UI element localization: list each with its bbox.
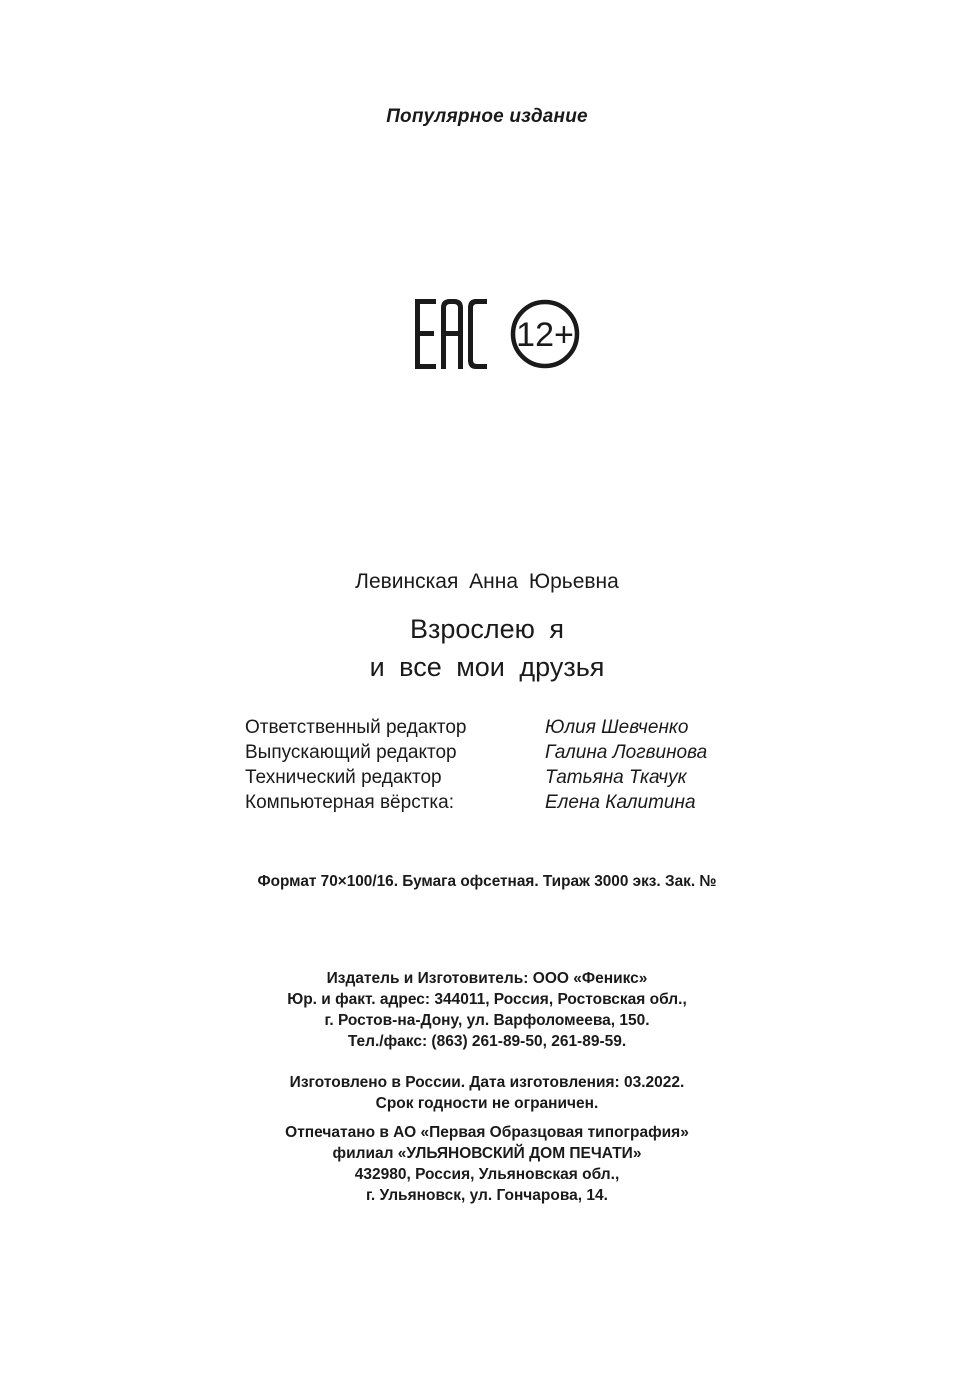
credit-row xyxy=(245,765,745,790)
manufacture-line: Срок годности не ограничен. xyxy=(375,1095,599,1112)
credit-role: Компьютерная вёрстка: xyxy=(245,792,454,813)
manufacture-info xyxy=(0,1072,974,1114)
format-line: Формат 70×100/16. Бумага офсетная. Тираж 3000 экз. Зак. № xyxy=(257,873,717,890)
credit-role: Выпускающий редактор xyxy=(245,742,457,763)
credit-role: Ответственный редактор xyxy=(245,717,467,738)
certification-marks xyxy=(412,296,582,372)
printing-house-line: филиал «УЛЬЯНОВСКИЙ ДОМ ПЕЧАТИ» xyxy=(332,1145,642,1162)
credit-row xyxy=(245,715,745,740)
credit-row xyxy=(245,790,745,815)
edition-type: Популярное издание xyxy=(386,106,588,127)
printing-house-line: Отпечатано в АО «Первая Образцовая типография» xyxy=(285,1124,689,1141)
book-title xyxy=(0,610,974,686)
publisher-line: Тел./факс: (863) 261-89-50, 261-89-59. xyxy=(347,1033,627,1050)
eac-mark xyxy=(415,299,487,369)
author-name: Левинская Анна Юрьевна xyxy=(355,570,619,593)
credits-list xyxy=(245,715,745,815)
printing-house-line: 432980, Россия, Ульяновская обл., xyxy=(354,1166,620,1183)
age-rating-label: 12+ xyxy=(516,316,574,354)
credit-role: Технический редактор xyxy=(245,767,442,788)
publisher-line: Юр. и факт. адрес: 344011, Россия, Ростовская обл., xyxy=(287,991,687,1008)
credit-name: Татьяна Ткачук xyxy=(545,767,687,788)
publisher-line: г. Ростов-на-Дону, ул. Варфоломеева, 150. xyxy=(324,1012,650,1029)
printing-house-line: г. Ульяновск, ул. Гончарова, 14. xyxy=(366,1187,608,1204)
book-title-line: Взрослею я xyxy=(409,614,565,644)
manufacture-line: Изготовлено в России. Дата изготовления: 03.2022. xyxy=(289,1074,685,1091)
credit-name: Галина Логвинова xyxy=(545,742,708,763)
book-title-line: и все мои друзья xyxy=(369,652,605,682)
age-rating-icon xyxy=(513,302,577,366)
publisher-info xyxy=(0,968,974,1052)
credit-name: Юлия Шевченко xyxy=(545,717,689,738)
printing-house-info xyxy=(0,1122,974,1206)
credit-row xyxy=(245,740,745,765)
credit-name: Елена Калитина xyxy=(545,792,696,813)
publisher-line: Издатель и Изготовитель: ООО «Феникс» xyxy=(326,970,648,987)
